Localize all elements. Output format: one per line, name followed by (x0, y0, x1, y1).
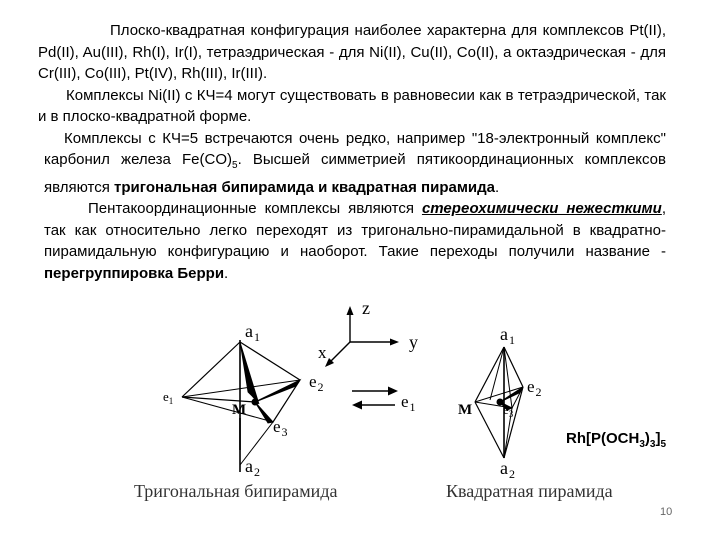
x-axis (330, 342, 350, 362)
label-x: x (318, 343, 327, 362)
slide-number: 10 (660, 506, 673, 518)
trigonal-bipyramid (163, 321, 324, 479)
label-z: z (362, 298, 370, 318)
label-metal: M (232, 402, 247, 418)
equilibrium-arrows (352, 387, 416, 415)
square-pyramid (458, 324, 542, 481)
sp-label-a1: $a_1$ (500, 324, 515, 347)
label-e3: $e_3$ (273, 417, 288, 439)
berry-bold-term: перегруппировка Берри (44, 264, 225, 282)
metal-atom (252, 399, 259, 406)
wedge-a1-to-m (240, 342, 259, 404)
sp-label-e3: $e_3$ (503, 402, 514, 419)
sp-label-metal: M (458, 402, 473, 418)
sp-label-a2: $a_2$ (500, 458, 515, 481)
sp-label-e2: $e_2$ (527, 377, 542, 399)
label-a2: $a_2$ (245, 456, 260, 479)
z-arrowhead (347, 306, 354, 315)
berry-term-nonrigid: стереохимически нежесткими (421, 200, 662, 217)
cn5-text-b: . Высшей симметрией пятикоординационных комплексов являются (44, 151, 666, 196)
berry-text-b: , так как относительно легко переходят из тригонально-пирамидальной в квадратно-пирамидальную конфигурацию и наоборот. Такие переходы получили название - (44, 200, 666, 260)
cn5-subscript: 5 (232, 160, 238, 171)
label-a1: $a_1$ (245, 321, 260, 344)
cn5-text-a: Комплексы с КЧ=5 встречаются очень редко, например "18-электронный комплекс" карбонил железа Fe(CO) (44, 129, 666, 168)
berry-text-end: . (224, 264, 229, 282)
sp-edge-apex-inner (490, 347, 504, 400)
cn5-text-end: . (495, 178, 500, 196)
label-e2: $e_2$ (309, 372, 324, 394)
forward-arrowhead (388, 387, 398, 396)
label-y: y (409, 332, 418, 352)
formula-rh-phosphite: $Rh[P(OCH_3)_3]_5$ (566, 430, 667, 450)
sp-edge-apex-left (475, 347, 504, 402)
paragraph-nickel-text: Комплексы Ni(II) с КЧ=4 могут существовать в равновесии как в тетраэдрической, так и в плоско-квадратной форме. (38, 86, 666, 125)
y-arrowhead (390, 339, 399, 346)
paragraph-configurations-text: Плоско-квадратная конфигурация наиболее характерна для комплексов Pt(II), Pd(II), Au(III), Rh(I), Ir(I), тетраэдрическая - для Ni(II), Cu(II), Co(II), а октаэдрическая - для Cr(III), Co(III), Pt(IV), Rh(III), Ir(III). (38, 22, 666, 82)
cn5-bold-term: тригональная бипирамида и квадратная пирамида (114, 178, 496, 196)
edge-a1-e1 (182, 342, 240, 397)
caption-trigonal: Тригональная бипирамида (134, 481, 338, 501)
coordinate-axes (318, 298, 418, 367)
sp-edge-bottom-left (475, 402, 504, 458)
backward-arrowhead (352, 401, 362, 410)
label-center-e1: $e_1$ (401, 392, 416, 414)
caption-square: Квадратная пирамида (446, 481, 613, 501)
berry-text-a: Пентакоординационные комплексы являются (88, 200, 422, 217)
label-e1: $e_1$ (163, 389, 174, 406)
